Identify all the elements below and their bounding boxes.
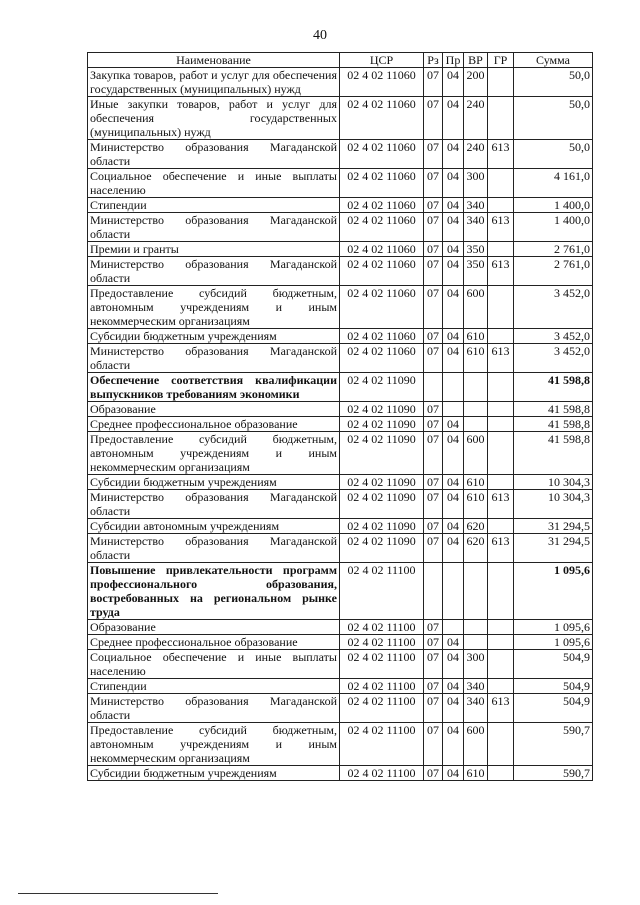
row-rz (424, 373, 443, 402)
row-vr: 200 (464, 68, 488, 97)
header-csr: ЦСР (340, 53, 424, 68)
table-row (88, 650, 593, 679)
row-pr: 04 (443, 140, 464, 169)
row-sum: 1 095,6 (514, 563, 593, 620)
row-name: Социальное обеспечение и иные выплаты населению (88, 169, 340, 198)
row-csr: 02 4 02 11060 (340, 97, 424, 140)
row-sum: 31 294,5 (514, 519, 593, 534)
row-name: Повышение привлекательности программ профессионального образования, востребованных на региональном рынке труда (88, 563, 340, 620)
row-gr (488, 169, 514, 198)
row-sum: 4 161,0 (514, 169, 593, 198)
row-pr: 04 (443, 475, 464, 490)
row-rz: 07 (424, 198, 443, 213)
table-row (88, 766, 593, 781)
row-gr (488, 635, 514, 650)
row-gr (488, 402, 514, 417)
table-row (88, 213, 593, 242)
row-gr (488, 620, 514, 635)
row-csr: 02 4 02 11060 (340, 169, 424, 198)
row-rz: 07 (424, 694, 443, 723)
row-pr: 04 (443, 213, 464, 242)
row-name: Обеспечение соответствия квалификации выпускников требованиям экономики (88, 373, 340, 402)
row-vr: 620 (464, 534, 488, 563)
row-gr (488, 68, 514, 97)
row-pr: 04 (443, 694, 464, 723)
row-vr: 340 (464, 679, 488, 694)
row-rz: 07 (424, 213, 443, 242)
row-gr (488, 432, 514, 475)
row-name: Министерство образования Магаданской области (88, 213, 340, 242)
row-gr (488, 650, 514, 679)
row-name: Стипендии (88, 198, 340, 213)
table-row (88, 475, 593, 490)
table-row (88, 620, 593, 635)
row-name: Субсидии бюджетным учреждениям (88, 475, 340, 490)
row-csr: 02 4 02 11090 (340, 490, 424, 519)
row-vr (464, 417, 488, 432)
header-sum: Сумма (514, 53, 593, 68)
row-sum: 1 400,0 (514, 198, 593, 213)
row-csr: 02 4 02 11060 (340, 140, 424, 169)
row-name: Иные закупки товаров, работ и услуг для обеспечения государственных (муниципальных) нужд (88, 97, 340, 140)
row-rz: 07 (424, 97, 443, 140)
row-pr: 04 (443, 329, 464, 344)
row-pr: 04 (443, 519, 464, 534)
row-csr: 02 4 02 11090 (340, 519, 424, 534)
row-rz: 07 (424, 766, 443, 781)
row-vr (464, 402, 488, 417)
row-gr (488, 373, 514, 402)
row-csr: 02 4 02 11060 (340, 242, 424, 257)
row-rz: 07 (424, 169, 443, 198)
row-rz: 07 (424, 417, 443, 432)
row-rz: 07 (424, 344, 443, 373)
table-row (88, 329, 593, 344)
row-gr: 613 (488, 534, 514, 563)
row-vr: 340 (464, 694, 488, 723)
row-sum: 3 452,0 (514, 329, 593, 344)
row-sum: 590,7 (514, 723, 593, 766)
row-csr: 02 4 02 11060 (340, 329, 424, 344)
row-gr: 613 (488, 344, 514, 373)
row-name: Министерство образования Магаданской области (88, 490, 340, 519)
row-rz: 07 (424, 475, 443, 490)
row-sum: 3 452,0 (514, 286, 593, 329)
row-rz: 07 (424, 620, 443, 635)
header-name: Наименование (88, 53, 340, 68)
row-vr: 600 (464, 432, 488, 475)
row-sum: 3 452,0 (514, 344, 593, 373)
row-sum: 504,9 (514, 694, 593, 723)
row-csr: 02 4 02 11090 (340, 417, 424, 432)
row-pr: 04 (443, 97, 464, 140)
row-gr: 613 (488, 257, 514, 286)
row-vr: 300 (464, 169, 488, 198)
row-name: Субсидии бюджетным учреждениям (88, 766, 340, 781)
row-gr (488, 286, 514, 329)
footnote-divider (18, 893, 218, 894)
table-row (88, 402, 593, 417)
row-name: Министерство образования Магаданской области (88, 344, 340, 373)
table-row (88, 563, 593, 620)
row-csr: 02 4 02 11090 (340, 475, 424, 490)
row-gr (488, 475, 514, 490)
row-gr (488, 417, 514, 432)
row-sum: 50,0 (514, 68, 593, 97)
row-name: Закупка товаров, работ и услуг для обеспечения государственных (муниципальных) нужд (88, 68, 340, 97)
row-rz: 07 (424, 140, 443, 169)
row-pr: 04 (443, 242, 464, 257)
row-vr (464, 620, 488, 635)
row-pr: 04 (443, 344, 464, 373)
table-row (88, 679, 593, 694)
header-vr: ВР (464, 53, 488, 68)
row-name: Предоставление субсидий бюджетным, автономным учреждениям и иным некоммерческим организациям (88, 723, 340, 766)
row-name: Среднее профессиональное образование (88, 635, 340, 650)
row-sum: 2 761,0 (514, 257, 593, 286)
row-sum: 50,0 (514, 140, 593, 169)
row-name: Предоставление субсидий бюджетным, автономным учреждениям и иным некоммерческим организациям (88, 286, 340, 329)
table-row (88, 257, 593, 286)
row-vr: 610 (464, 475, 488, 490)
row-vr: 620 (464, 519, 488, 534)
row-gr: 613 (488, 213, 514, 242)
row-pr (443, 402, 464, 417)
row-rz: 07 (424, 286, 443, 329)
row-rz: 07 (424, 432, 443, 475)
table-row (88, 534, 593, 563)
row-gr (488, 723, 514, 766)
row-gr (488, 198, 514, 213)
row-pr: 04 (443, 68, 464, 97)
row-gr: 613 (488, 694, 514, 723)
row-rz: 07 (424, 257, 443, 286)
row-csr: 02 4 02 11100 (340, 620, 424, 635)
row-rz: 07 (424, 635, 443, 650)
row-gr (488, 766, 514, 781)
table-row (88, 490, 593, 519)
row-vr: 340 (464, 198, 488, 213)
row-sum: 31 294,5 (514, 534, 593, 563)
table-header-row (88, 53, 593, 68)
row-name: Министерство образования Магаданской области (88, 534, 340, 563)
budget-table (87, 52, 593, 781)
table-row (88, 373, 593, 402)
row-vr: 600 (464, 723, 488, 766)
table-row (88, 286, 593, 329)
header-gr: ГР (488, 53, 514, 68)
row-pr: 04 (443, 723, 464, 766)
row-sum: 41 598,8 (514, 432, 593, 475)
row-sum: 504,9 (514, 679, 593, 694)
table-row (88, 694, 593, 723)
row-vr: 610 (464, 490, 488, 519)
row-sum: 10 304,3 (514, 475, 593, 490)
row-name: Министерство образования Магаданской области (88, 257, 340, 286)
header-rz: Рз (424, 53, 443, 68)
row-vr: 610 (464, 766, 488, 781)
table-row (88, 140, 593, 169)
row-name: Министерство образования Магаданской области (88, 140, 340, 169)
row-vr: 600 (464, 286, 488, 329)
row-vr: 350 (464, 257, 488, 286)
table-body (88, 68, 593, 781)
row-name: Образование (88, 402, 340, 417)
row-sum: 41 598,8 (514, 402, 593, 417)
row-pr: 04 (443, 198, 464, 213)
page-number: 40 (313, 28, 327, 43)
table-row (88, 417, 593, 432)
row-sum: 1 095,6 (514, 635, 593, 650)
row-csr: 02 4 02 11060 (340, 257, 424, 286)
row-csr: 02 4 02 11060 (340, 213, 424, 242)
row-csr: 02 4 02 11060 (340, 68, 424, 97)
row-gr (488, 519, 514, 534)
row-csr: 02 4 02 11100 (340, 694, 424, 723)
table-row (88, 635, 593, 650)
row-csr: 02 4 02 11090 (340, 534, 424, 563)
row-pr: 04 (443, 286, 464, 329)
row-pr (443, 563, 464, 620)
row-sum: 1 095,6 (514, 620, 593, 635)
row-vr: 340 (464, 213, 488, 242)
row-csr: 02 4 02 11100 (340, 679, 424, 694)
row-csr: 02 4 02 11100 (340, 650, 424, 679)
row-sum: 1 400,0 (514, 213, 593, 242)
row-gr: 613 (488, 140, 514, 169)
row-rz: 07 (424, 68, 443, 97)
row-sum: 590,7 (514, 766, 593, 781)
row-gr (488, 329, 514, 344)
row-rz (424, 563, 443, 620)
row-csr: 02 4 02 11060 (340, 198, 424, 213)
row-pr: 04 (443, 534, 464, 563)
row-vr: 300 (464, 650, 488, 679)
row-vr: 240 (464, 140, 488, 169)
table-row (88, 68, 593, 97)
row-vr: 350 (464, 242, 488, 257)
row-sum: 41 598,8 (514, 417, 593, 432)
row-gr: 613 (488, 490, 514, 519)
row-rz: 07 (424, 402, 443, 417)
row-csr: 02 4 02 11100 (340, 766, 424, 781)
row-vr (464, 373, 488, 402)
row-pr: 04 (443, 432, 464, 475)
header-pr: Пр (443, 53, 464, 68)
row-name: Премии и гранты (88, 242, 340, 257)
row-pr: 04 (443, 490, 464, 519)
row-pr: 04 (443, 766, 464, 781)
row-vr (464, 563, 488, 620)
row-gr (488, 679, 514, 694)
row-gr (488, 563, 514, 620)
table-row (88, 723, 593, 766)
row-sum: 10 304,3 (514, 490, 593, 519)
row-vr (464, 635, 488, 650)
row-name: Стипендии (88, 679, 340, 694)
row-rz: 07 (424, 490, 443, 519)
table-row (88, 519, 593, 534)
row-pr: 04 (443, 650, 464, 679)
row-pr: 04 (443, 679, 464, 694)
row-rz: 07 (424, 519, 443, 534)
row-csr: 02 4 02 11100 (340, 563, 424, 620)
row-name: Предоставление субсидий бюджетным, автономным учреждениям и иным некоммерческим организациям (88, 432, 340, 475)
row-pr: 04 (443, 417, 464, 432)
row-vr: 240 (464, 97, 488, 140)
row-csr: 02 4 02 11090 (340, 432, 424, 475)
row-rz: 07 (424, 534, 443, 563)
row-name: Субсидии автономным учреждениям (88, 519, 340, 534)
row-rz: 07 (424, 679, 443, 694)
row-sum: 41 598,8 (514, 373, 593, 402)
row-rz: 07 (424, 650, 443, 679)
row-pr: 04 (443, 169, 464, 198)
row-pr (443, 373, 464, 402)
row-sum: 2 761,0 (514, 242, 593, 257)
row-csr: 02 4 02 11090 (340, 373, 424, 402)
row-rz: 07 (424, 329, 443, 344)
row-gr (488, 242, 514, 257)
row-gr (488, 97, 514, 140)
table-row (88, 242, 593, 257)
row-rz: 07 (424, 242, 443, 257)
row-pr: 04 (443, 257, 464, 286)
row-csr: 02 4 02 11090 (340, 402, 424, 417)
row-sum: 50,0 (514, 97, 593, 140)
row-csr: 02 4 02 11060 (340, 286, 424, 329)
row-rz: 07 (424, 723, 443, 766)
table-row (88, 169, 593, 198)
row-vr: 610 (464, 329, 488, 344)
row-pr: 04 (443, 635, 464, 650)
row-name: Образование (88, 620, 340, 635)
table-row (88, 97, 593, 140)
row-name: Среднее профессиональное образование (88, 417, 340, 432)
row-csr: 02 4 02 11100 (340, 635, 424, 650)
row-pr (443, 620, 464, 635)
row-name: Субсидии бюджетным учреждениям (88, 329, 340, 344)
table-row (88, 198, 593, 213)
row-vr: 610 (464, 344, 488, 373)
row-name: Социальное обеспечение и иные выплаты населению (88, 650, 340, 679)
row-csr: 02 4 02 11060 (340, 344, 424, 373)
row-sum: 504,9 (514, 650, 593, 679)
table-row (88, 432, 593, 475)
row-csr: 02 4 02 11100 (340, 723, 424, 766)
table-row (88, 344, 593, 373)
row-name: Министерство образования Магаданской области (88, 694, 340, 723)
